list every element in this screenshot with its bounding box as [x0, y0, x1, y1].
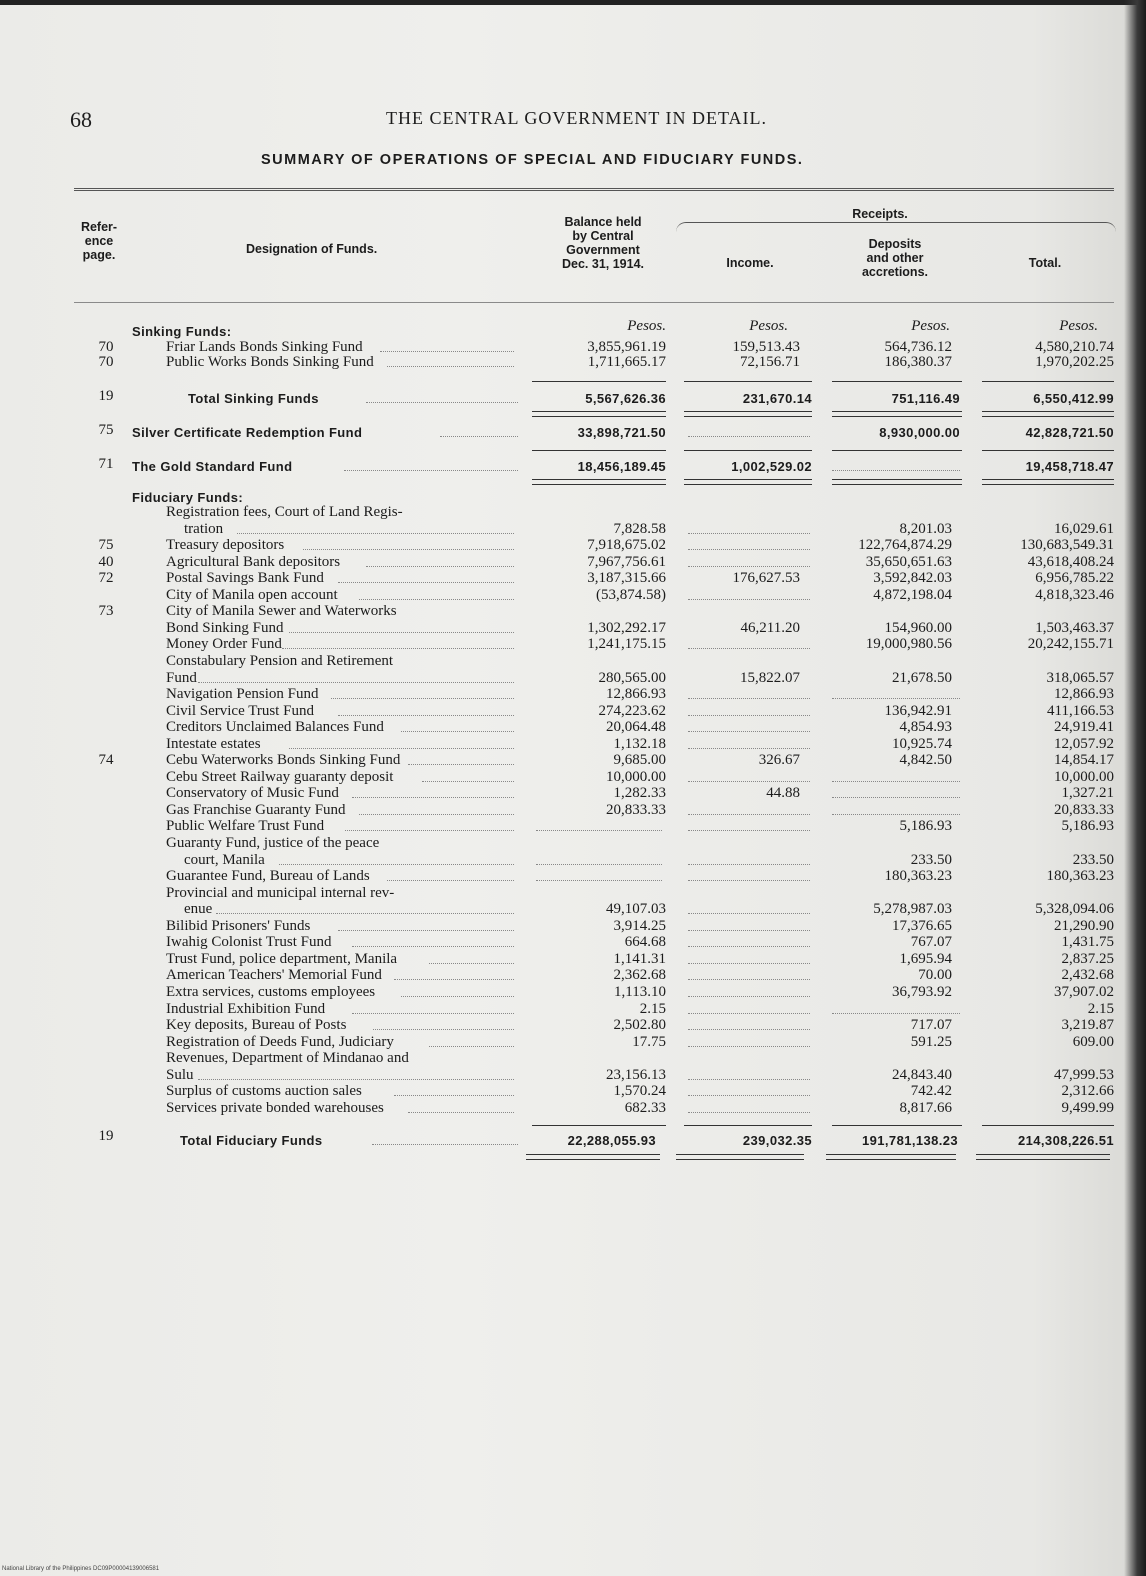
- scan-edge-top: [0, 0, 1146, 5]
- gold-income: 1,002,529.02: [731, 459, 812, 474]
- row-balance: 682.33: [624, 1099, 666, 1116]
- unit-label-balance: Pesos.: [627, 318, 666, 334]
- row-name: Services private bonded warehouses: [166, 1099, 384, 1116]
- row-total: 2.15: [1087, 1000, 1114, 1017]
- deposits-leader: [832, 797, 960, 798]
- row-name: Registration of Deeds Fund, Judiciary: [166, 1033, 394, 1050]
- row-leader: [352, 1013, 514, 1014]
- income-leader: [688, 549, 810, 550]
- fid-dbl-rule-2: [676, 1154, 804, 1160]
- page-number: 68: [70, 107, 92, 132]
- row-total: 12,866.93: [1054, 686, 1114, 703]
- row-total: 43,618,408.24: [1027, 553, 1114, 570]
- row-leader: [331, 698, 514, 699]
- row-total: 20,242,155.71: [1027, 636, 1114, 653]
- row-name: Navigation Pension Fund: [166, 686, 319, 703]
- silver-income-leader: [688, 436, 810, 437]
- row-total: 130,683,549.31: [1020, 537, 1114, 554]
- row-total: 1,327.21: [1061, 785, 1114, 802]
- sinking-total-income: 231,670.14: [742, 391, 812, 406]
- row-deposits: 180,363.23: [884, 868, 952, 885]
- row-total: 411,166.53: [1047, 702, 1114, 719]
- income-leader: [688, 781, 810, 782]
- row-balance: 3,855,961.19: [587, 339, 666, 355]
- row-ref: 73: [98, 603, 114, 620]
- gold-dbl-rule-3: [832, 479, 962, 485]
- receipts-brace: [676, 222, 1116, 235]
- row-name: Intestate estates: [166, 735, 261, 752]
- row-name: Industrial Exhibition Fund: [166, 1000, 326, 1017]
- row-balance: 1,241,175.15: [587, 636, 666, 653]
- silver-leader: [440, 436, 518, 437]
- income-leader: [688, 830, 810, 831]
- row-deposits: 186,380.37: [884, 353, 952, 370]
- row-leader: [429, 963, 514, 964]
- row-name: Treasury depositors: [166, 537, 285, 554]
- silver-ref: 75: [98, 422, 114, 438]
- deposits-leader: [832, 1013, 960, 1014]
- header-top-rule: [74, 188, 1114, 191]
- income-leader: [688, 715, 810, 716]
- fid-sub-rule-1: [532, 1125, 666, 1126]
- row-deposits: 24,843.40: [892, 1066, 952, 1083]
- fiduciary-total-label: Total Fiduciary Funds: [180, 1133, 323, 1148]
- unit-label-income: Pesos.: [749, 318, 788, 334]
- row-deposits: 4,842.50: [899, 752, 952, 769]
- row-name: Surplus of customs auction sales: [166, 1083, 362, 1100]
- row-balance: 1,302,292.17: [587, 619, 666, 636]
- row-total: 37,907.02: [1054, 983, 1114, 1000]
- row-total: 5,186.93: [1061, 818, 1114, 835]
- row-total: 12,057.92: [1054, 735, 1114, 752]
- header-ref: Refer- ence page.: [80, 220, 118, 262]
- header-receipts: Receipts.: [852, 207, 908, 221]
- sinking-total-leader: [366, 402, 518, 403]
- row-name: American Teachers' Memorial Fund: [166, 967, 382, 984]
- row-total: 2,312.66: [1061, 1083, 1114, 1100]
- sink-dbl-rule-2: [684, 411, 812, 417]
- row-name: tration: [184, 520, 224, 537]
- row-balance: 3,914.25: [613, 917, 666, 934]
- row-leader: [422, 781, 514, 782]
- summary-title: SUMMARY OF OPERATIONS OF SPECIAL AND FIDUCIARY FUNDS.: [261, 152, 804, 168]
- row-income: 15,822.07: [740, 669, 800, 686]
- row-income: 176,627.53: [732, 570, 800, 587]
- sinking-total-ref: 19: [98, 388, 114, 404]
- sink-dbl-rule-3: [832, 411, 962, 417]
- income-leader: [688, 731, 810, 732]
- row-income: 44.88: [766, 785, 800, 802]
- fid-dbl-rule-1: [526, 1154, 660, 1160]
- row-balance: 664.68: [624, 934, 666, 951]
- row-ref: 72: [98, 570, 114, 587]
- deposits-leader: [832, 814, 960, 815]
- row-name: Money Order Fund: [166, 636, 282, 653]
- row-deposits: 8,201.03: [899, 520, 952, 537]
- income-leader: [688, 566, 810, 567]
- income-leader: [688, 930, 810, 931]
- row-deposits: 10,925.74: [892, 735, 952, 752]
- row-name: Postal Savings Bank Fund: [166, 570, 324, 587]
- row-balance: 20,064.48: [606, 719, 666, 736]
- row-leader: [289, 632, 514, 633]
- row-name: City of Manila open account: [166, 586, 338, 603]
- row-leader: [345, 830, 514, 831]
- row-leader: [380, 351, 514, 352]
- row-total: 1,503,463.37: [1035, 619, 1114, 636]
- income-leader: [688, 748, 810, 749]
- row-total: 1,431.75: [1061, 934, 1114, 951]
- header-income: Income.: [726, 256, 774, 270]
- income-leader: [688, 1079, 810, 1080]
- row-leader: [338, 930, 514, 931]
- row-deposits: 21,678.50: [892, 669, 952, 686]
- row-total: 10,000.00: [1054, 768, 1114, 785]
- row-deposits: 4,872,198.04: [873, 586, 952, 603]
- income-leader: [688, 1046, 810, 1047]
- row-balance: 2.15: [639, 1000, 666, 1017]
- row-deposits: 8,817.66: [899, 1099, 952, 1116]
- row-total: 14,854.17: [1054, 752, 1114, 769]
- silver-rule-3: [832, 450, 962, 451]
- row-name: City of Manila Sewer and Waterworks: [166, 603, 397, 620]
- row-leader: [216, 913, 514, 914]
- sink-sub-rule-3: [832, 381, 962, 382]
- row-name: Cebu Waterworks Bonds Sinking Fund: [166, 752, 401, 769]
- silver-label: Silver Certificate Redemption Fund: [132, 425, 363, 440]
- fid-dbl-rule-3: [826, 1154, 956, 1160]
- income-leader: [688, 1095, 810, 1096]
- row-deposits: 136,942.91: [884, 702, 952, 719]
- row-name: Iwahig Colonist Trust Fund: [166, 934, 332, 951]
- income-leader: [688, 814, 810, 815]
- row-deposits: 70.00: [918, 967, 952, 984]
- gold-leader: [344, 470, 518, 471]
- income-leader: [688, 1013, 810, 1014]
- row-leader: [366, 566, 514, 567]
- sink-sub-rule-1: [532, 381, 666, 382]
- row-name: Guaranty Fund, justice of the peace: [166, 835, 380, 851]
- deposits-leader: [832, 698, 960, 699]
- gold-label: The Gold Standard Fund: [132, 459, 293, 474]
- sink-sub-rule-2: [684, 381, 812, 382]
- row-name: Creditors Unclaimed Balances Fund: [166, 719, 384, 736]
- row-leader: [338, 582, 514, 583]
- row-total: 4,580,210.74: [1035, 339, 1114, 355]
- gold-deposits-leader: [832, 470, 960, 471]
- fid-sub-rule-2: [684, 1125, 812, 1126]
- header-bottom-rule: [74, 302, 1114, 303]
- row-ref: 70: [98, 339, 114, 355]
- running-head: THE CENTRAL GOVERNMENT IN DETAIL.: [386, 108, 768, 128]
- row-income: 159,513.43: [732, 339, 800, 355]
- row-total: 609.00: [1072, 1033, 1114, 1050]
- row-name: Friar Lands Bonds Sinking Fund: [166, 339, 363, 355]
- row-total: 21,290.90: [1054, 917, 1114, 934]
- row-leader: [387, 366, 514, 367]
- row-name: Gas Franchise Guaranty Fund: [166, 801, 346, 818]
- row-deposits: 5,186.93: [899, 818, 952, 835]
- row-deposits: 5,278,987.03: [873, 901, 952, 918]
- row-balance: 1,282.33: [613, 785, 666, 802]
- row-balance: 10,000.00: [606, 768, 666, 785]
- row-ref: 75: [98, 537, 114, 554]
- row-balance: 280,565.00: [598, 669, 666, 686]
- row-balance: (53,874.58): [596, 586, 666, 603]
- row-total: 4,818,323.46: [1035, 586, 1114, 603]
- row-name: Sulu: [166, 1066, 194, 1083]
- gold-balance: 18,456,189.45: [577, 459, 666, 474]
- fiduciary-heading: Fiduciary Funds:: [132, 490, 244, 505]
- balance-leader: [536, 880, 662, 881]
- row-leader: [198, 1079, 514, 1080]
- row-leader: [198, 682, 514, 683]
- row-total: 233.50: [1072, 851, 1114, 868]
- deposits-leader: [832, 781, 960, 782]
- gold-ref: 71: [98, 456, 114, 472]
- row-balance: 1,141.31: [613, 950, 666, 967]
- row-name: court, Manila: [184, 851, 265, 868]
- row-leader: [394, 1095, 514, 1096]
- header-designation: Designation of Funds.: [246, 242, 378, 256]
- silver-total: 42,828,721.50: [1025, 425, 1114, 440]
- row-balance: 9,685.00: [613, 752, 666, 769]
- row-total: 20,833.33: [1054, 801, 1114, 818]
- sinking-total-balance: 5,567,626.36: [585, 391, 666, 406]
- row-income: 46,211.20: [740, 619, 800, 636]
- row-total: 6,956,785.22: [1035, 570, 1114, 587]
- income-leader: [688, 864, 810, 865]
- row-total: 16,029.61: [1054, 520, 1114, 537]
- row-deposits: 233.50: [910, 851, 952, 868]
- row-balance: 1,711,665.17: [587, 353, 666, 370]
- fiduciary-total-deposits: 191,781,138.23: [862, 1133, 958, 1148]
- row-total: 2,432.68: [1061, 967, 1114, 984]
- row-balance: 2,362.68: [613, 967, 666, 984]
- row-leader: [279, 864, 514, 865]
- row-leader: [237, 533, 514, 534]
- balance-leader: [536, 830, 662, 831]
- row-name: Civil Service Trust Fund: [166, 702, 314, 719]
- gold-dbl-rule-1: [532, 479, 666, 485]
- row-name: Cebu Street Railway guaranty deposit: [166, 768, 394, 785]
- gold-total: 19,458,718.47: [1025, 459, 1114, 474]
- silver-rule-2: [684, 450, 812, 451]
- row-leader: [303, 549, 514, 550]
- row-name: Extra services, customs employees: [166, 983, 376, 1000]
- row-ref: 74: [98, 752, 114, 769]
- fid-sub-rule-4: [982, 1125, 1114, 1126]
- row-total: 2,837.25: [1061, 950, 1114, 967]
- row-leader: [338, 715, 514, 716]
- fiduciary-total-balance: 22,288,055.93: [567, 1133, 656, 1148]
- row-deposits: 591.25: [910, 1033, 952, 1050]
- income-leader: [688, 880, 810, 881]
- income-leader: [688, 913, 810, 914]
- fiduciary-total-ref: 19: [98, 1128, 114, 1144]
- row-leader: [289, 748, 514, 749]
- row-leader: [429, 1046, 514, 1047]
- header-balance: Balance held by Central Government Dec. 31, 1914.: [561, 215, 644, 271]
- income-leader: [688, 979, 810, 980]
- row-name: Revenues, Department of Mindanao and: [166, 1050, 409, 1067]
- row-deposits: 564,736.12: [884, 339, 952, 355]
- gold-dbl-rule-2: [684, 479, 812, 485]
- row-total: 5,328,094.06: [1035, 901, 1114, 918]
- income-leader: [688, 648, 810, 649]
- balance-leader: [536, 864, 662, 865]
- row-leader: [373, 1029, 514, 1030]
- row-ref: 40: [98, 553, 114, 570]
- row-balance: 23,156.13: [606, 1066, 666, 1083]
- row-deposits: 742.42: [910, 1083, 952, 1100]
- row-balance: 17.75: [632, 1033, 666, 1050]
- row-balance: 1,113.10: [614, 983, 666, 1000]
- row-balance: 7,918,675.02: [587, 537, 666, 554]
- row-name: Registration fees, Court of Land Regis-: [166, 504, 403, 520]
- row-name: Provincial and municipal internal rev-: [166, 884, 395, 901]
- row-name: Public Welfare Trust Fund: [166, 818, 325, 835]
- row-total: 9,499.99: [1061, 1099, 1114, 1116]
- row-name: Fund: [166, 669, 197, 686]
- sinking-total-deposits: 751,116.49: [891, 391, 960, 406]
- row-balance: 49,107.03: [606, 901, 666, 918]
- row-balance: 1,132.18: [613, 735, 666, 752]
- silver-rule-1: [532, 450, 666, 451]
- sinking-heading: Sinking Funds:: [132, 324, 232, 339]
- income-leader: [688, 946, 810, 947]
- row-leader: [359, 599, 514, 600]
- row-leader: [282, 648, 514, 649]
- row-balance: 7,967,756.61: [587, 553, 666, 570]
- row-deposits: 19,000,980.56: [865, 636, 952, 653]
- silver-rule-4: [982, 450, 1114, 451]
- row-leader: [401, 731, 514, 732]
- row-leader: [387, 880, 514, 881]
- row-balance: 20,833.33: [606, 801, 666, 818]
- row-leader: [408, 1112, 514, 1113]
- header-deposits: Deposits and other accretions.: [861, 237, 928, 279]
- row-name: Bond Sinking Fund: [166, 619, 284, 636]
- row-name: Guarantee Fund, Bureau of Lands: [166, 868, 370, 885]
- sink-sub-rule-4: [982, 381, 1114, 382]
- row-deposits: 122,764,874.29: [858, 537, 952, 554]
- row-balance: 274,223.62: [598, 702, 666, 719]
- row-leader: [359, 814, 514, 815]
- row-deposits: 154,960.00: [884, 619, 952, 636]
- row-leader: [352, 946, 514, 947]
- row-ref: 70: [98, 353, 114, 370]
- row-leader: [408, 764, 514, 765]
- row-total: 180,363.23: [1046, 868, 1114, 885]
- row-income: 326.67: [758, 752, 800, 769]
- row-leader: [352, 797, 514, 798]
- fiduciary-total-leader: [372, 1144, 518, 1145]
- sink-dbl-rule-1: [532, 411, 666, 417]
- silver-balance: 33,898,721.50: [577, 425, 666, 440]
- row-name: Trust Fund, police department, Manila: [166, 950, 398, 967]
- row-total: 318,065.57: [1046, 669, 1114, 686]
- row-total: 1,970,202.25: [1035, 353, 1114, 370]
- row-name: enue: [184, 901, 213, 918]
- income-leader: [688, 963, 810, 964]
- income-leader: [688, 533, 810, 534]
- scan-edge-right: [1124, 0, 1146, 1576]
- silver-deposits: 8,930,000.00: [879, 425, 960, 440]
- sink-dbl-rule-4: [982, 411, 1114, 417]
- income-leader: [688, 1112, 810, 1113]
- scan-footer: National Library of the Philippines DC09P00004139006581: [2, 1566, 160, 1572]
- fiduciary-total-total: 214,308,226.51: [1018, 1133, 1114, 1148]
- row-name: Agricultural Bank depositors: [166, 553, 341, 570]
- row-deposits: 717.07: [910, 1017, 952, 1034]
- row-balance: 1,570.24: [613, 1083, 666, 1100]
- row-deposits: 767.07: [910, 934, 952, 951]
- row-name: Constabulary Pension and Retirement: [166, 652, 394, 669]
- row-leader: [401, 996, 514, 997]
- row-balance: 3,187,315.66: [587, 570, 666, 587]
- income-leader: [688, 599, 810, 600]
- row-name: Key deposits, Bureau of Posts: [166, 1017, 347, 1034]
- gold-dbl-rule-4: [982, 479, 1114, 485]
- fid-dbl-rule-4: [976, 1154, 1110, 1160]
- income-leader: [688, 698, 810, 699]
- row-balance: 2,502.80: [613, 1017, 666, 1034]
- row-total: 24,919.41: [1054, 719, 1114, 736]
- row-balance: 12,866.93: [606, 686, 666, 703]
- unit-label-deposits: Pesos.: [911, 318, 950, 334]
- row-total: 47,999.53: [1054, 1066, 1114, 1083]
- header-total: Total.: [1028, 256, 1062, 270]
- row-name: Conservatory of Music Fund: [166, 785, 339, 802]
- sinking-total-label: Total Sinking Funds: [188, 391, 319, 406]
- row-deposits: 17,376.65: [892, 917, 952, 934]
- row-deposits: 35,650,651.63: [865, 553, 952, 570]
- row-deposits: 1,695.94: [899, 950, 952, 967]
- row-deposits: 3,592,842.03: [873, 570, 952, 587]
- row-deposits: 36,793.92: [892, 983, 952, 1000]
- sinking-total-total: 6,550,412.99: [1033, 391, 1114, 406]
- fid-sub-rule-3: [832, 1125, 962, 1126]
- row-name: Bilibid Prisoners' Funds: [166, 917, 311, 934]
- income-leader: [688, 996, 810, 997]
- income-leader: [688, 1029, 810, 1030]
- row-leader: [394, 979, 514, 980]
- unit-label-total: Pesos.: [1059, 318, 1098, 334]
- row-balance: 7,828.58: [613, 520, 666, 537]
- row-total: 3,219.87: [1061, 1017, 1114, 1034]
- row-name: Public Works Bonds Sinking Fund: [166, 353, 374, 370]
- row-income: 72,156.71: [740, 353, 800, 370]
- row-deposits: 4,854.93: [899, 719, 952, 736]
- fiduciary-total-income: 239,032.35: [742, 1133, 812, 1148]
